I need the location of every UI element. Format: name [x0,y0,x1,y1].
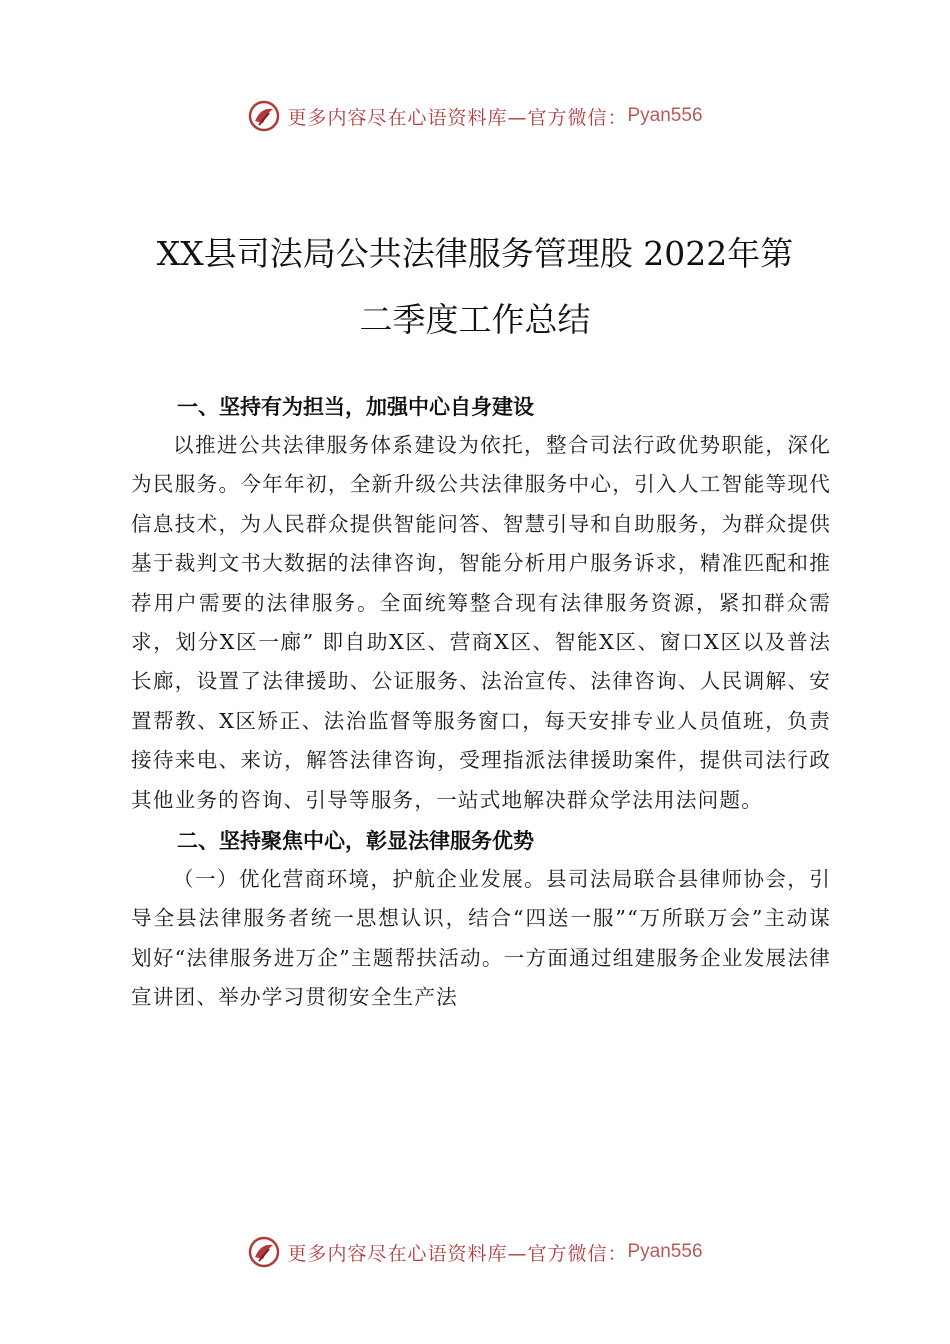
watermark-wechat-id: Pyan556 [627,1241,703,1262]
document-title-line2: 二季度工作总结 [359,300,591,339]
watermark-text: 更多内容尽在心语资料库—官方微信： [287,1242,628,1265]
brush-logo-icon [247,1235,281,1269]
watermark-wechat-id: Pyan556 [627,105,703,126]
document-body [131,388,831,1018]
brush-logo-icon [247,99,281,133]
paragraph-2: （一）优化营商环境，护航企业发展。县司法局联合县律师协会，引导全县法律服务者统一思想认识，结合“四送一服”“万所联万会”主动谋划好“法律服务进万企”主题帮扶活动。一方面通过组建服务企业发展法律宣讲团、举办学习贯彻安全生产法 [131,867,831,1010]
section-heading-1: 一、坚持有为担当，加强中心自身建设 [177,395,534,419]
paragraph-1: 以推进公共法律服务体系建设为依托，整合司法行政优势职能，深化为民服务。今年年初，全新升级公共法律服务中心，引入人工智能等现代信息技术，为人民群众提供智能问答、智慧引导和自助服务，为群众提供基于裁判文书大数据的法律咨询，智能分析用户服务诉求，精准匹配和推荐用户需要的法律服务。全面统筹整合现有法律服务资源，紧扣群众需求，划分X区一廊” 即自助X区、营商X区、智能X区、窗口X区以及普法长廊，设置了法律援助、公证服务、法治宣传、法律咨询、人民调解、安置帮教、X区矫正、法治监督等服务窗口，每天安排专业人员值班，负责接待来电、来访，解答法律咨询，受理指派法律援助案件，提供司法行政其他业务的咨询、引导等服务，一站式地解决群众学法用法问题。 [131,433,831,812]
section-heading-2: 二、坚持聚焦中心，彰显法律服务优势 [177,829,534,854]
document-title-line1: XX县司法局公共法律服务管理股 2022年第 [156,234,794,273]
watermark-footer [0,1232,950,1272]
watermark-text: 更多内容尽在心语资料库—官方微信： [287,106,628,129]
watermark-header [0,96,950,136]
